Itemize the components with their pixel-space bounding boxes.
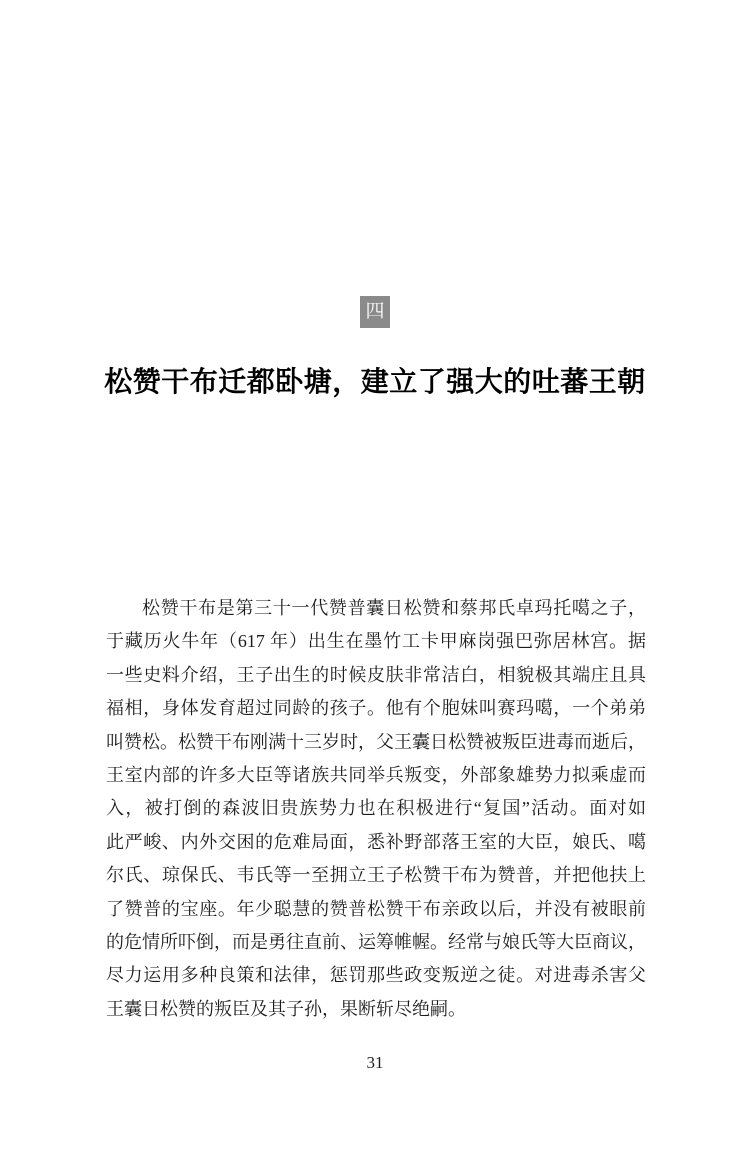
page-number: 31 (366, 1053, 384, 1072)
paragraph-line: 叫赞松。松赞干布刚满十三岁时，父王囊日松赞被叛臣进毒而逝后， (106, 731, 646, 752)
paragraph-line: 尔氏、琼保氏、韦氏等一至拥立王子松赞干布为赞普，并把他扶上 (106, 865, 646, 886)
paragraph-line: 王室内部的许多大臣等诸族共同举兵叛变，外部象雄势力拟乘虚而 (106, 765, 646, 786)
body-paragraph (106, 592, 646, 1026)
paragraph-line: 松赞干布是第三十一代赞普囊日松赞和蔡邦氏卓玛托噶之子， (142, 598, 646, 618)
paragraph-line: 王囊日松赞的叛臣及其子孙，果断斩尽绝嗣。 (106, 998, 466, 1019)
paragraph-line: 于藏历火牛年（617 年）出生在墨竹工卡甲麻岗强巴弥居林宫。据 (106, 631, 646, 652)
chapter-number-badge: 四 (360, 296, 390, 328)
paragraph-line: 入，被打倒的森波旧贵族势力也在积极进行“复国”活动。面对如 (106, 798, 646, 819)
paragraph-line: 尽力运用多种良策和法律，惩罚那些政变叛逆之徒。对进毒杀害父 (106, 965, 646, 986)
paragraph-line: 此严峻、内外交困的危难局面，悉补野部落王室的大臣，娘氏、噶 (106, 831, 646, 852)
paragraph-line: 了赞普的宝座。年少聪慧的赞普松赞干布亲政以后，并没有被眼前 (106, 898, 646, 919)
chapter-title: 松赞干布迁都卧塘，建立了强大的吐蕃王朝 (104, 366, 646, 398)
paragraph-line: 福相，身体发育超过同龄的孩子。他有个胞妹叫赛玛噶，一个弟弟 (106, 698, 646, 719)
paragraph-line: 的危情所吓倒，而是勇往直前、运筹帷幄。经常与娘氏等大臣商议， (106, 932, 646, 953)
paragraph-line: 一些史料介绍，王子出生的时候皮肤非常洁白，相貌极其端庄且具 (106, 664, 646, 685)
